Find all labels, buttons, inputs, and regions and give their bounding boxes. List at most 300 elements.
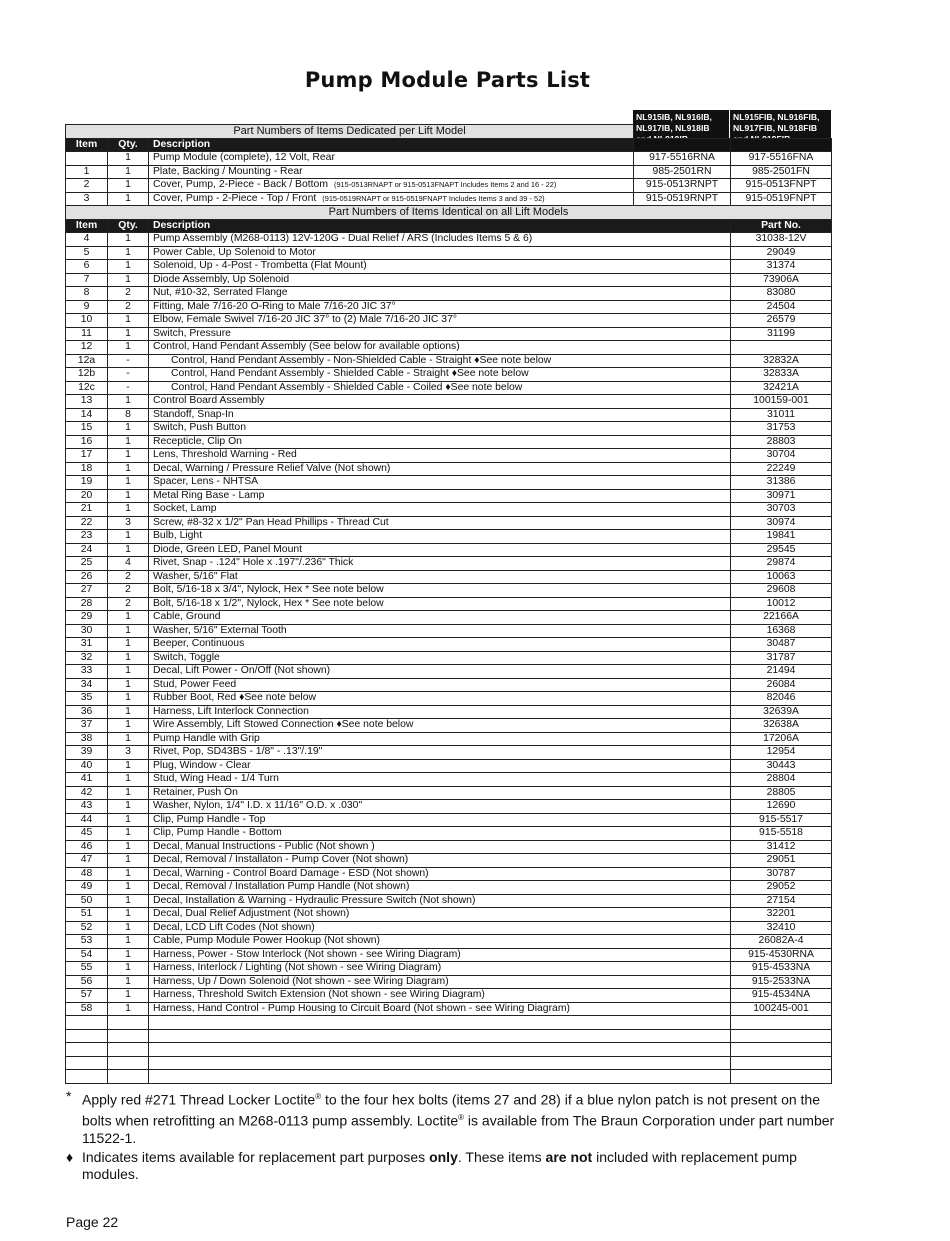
part-number: 12690 bbox=[731, 800, 832, 814]
table-row bbox=[66, 300, 832, 314]
item-qty: 1 bbox=[108, 719, 149, 733]
part-number: 32201 bbox=[731, 908, 832, 922]
table-row bbox=[66, 435, 832, 449]
item-number: 3 bbox=[66, 192, 108, 206]
item-qty: 1 bbox=[108, 705, 149, 719]
blank-cell bbox=[66, 1043, 108, 1057]
table-row bbox=[66, 692, 832, 706]
part-number: 30787 bbox=[731, 867, 832, 881]
item-description: Decal, Manual Instructions - Public (Not shown ) bbox=[149, 840, 731, 854]
item-description: Nut, #10-32, Serrated Flange bbox=[149, 287, 731, 301]
parts-table bbox=[65, 124, 832, 1084]
part-number: 29608 bbox=[731, 584, 832, 598]
item-qty: 1 bbox=[108, 314, 149, 328]
header-qty: Qty. bbox=[108, 138, 149, 152]
table-row bbox=[66, 948, 832, 962]
item-qty: 1 bbox=[108, 975, 149, 989]
item-description: Standoff, Snap-In bbox=[149, 408, 731, 422]
item-description: Cover, Pump, 2-Piece - Back / Bottom (915-0513RNAPT or 915-0513FNAPT Includes Items 2 and 16 - 22) bbox=[149, 179, 634, 193]
part-number: 32421A bbox=[731, 381, 832, 395]
table-row bbox=[66, 165, 832, 179]
blank-cell bbox=[149, 1070, 731, 1084]
blank-row bbox=[66, 1070, 832, 1084]
table-row bbox=[66, 813, 832, 827]
item-description: Washer, Nylon, 1/4" I.D. x 11/16" O.D. x .030" bbox=[149, 800, 731, 814]
part-number: 31787 bbox=[731, 651, 832, 665]
blank-cell bbox=[731, 1043, 832, 1057]
item-qty: 1 bbox=[108, 260, 149, 274]
item-qty: 1 bbox=[108, 894, 149, 908]
table-row bbox=[66, 881, 832, 895]
part-number bbox=[731, 341, 832, 355]
item-qty: 1 bbox=[108, 908, 149, 922]
item-number: 18 bbox=[66, 462, 108, 476]
item-qty: 2 bbox=[108, 570, 149, 584]
table-row bbox=[66, 584, 832, 598]
item-number: 28 bbox=[66, 597, 108, 611]
item-number: 35 bbox=[66, 692, 108, 706]
item-qty: 1 bbox=[108, 273, 149, 287]
item-number: 7 bbox=[66, 273, 108, 287]
part-number: 73906A bbox=[731, 273, 832, 287]
table-row bbox=[66, 800, 832, 814]
table-row bbox=[66, 381, 832, 395]
item-description: Power Cable, Up Solenoid to Motor bbox=[149, 246, 731, 260]
blank-cell bbox=[66, 1029, 108, 1043]
common-header-row bbox=[66, 219, 832, 233]
table-row bbox=[66, 665, 832, 679]
item-note: (915-0519RNAPT or 915-0519FNAPT Includes Items 3 and 39 - 52) bbox=[322, 193, 545, 203]
item-description: Stud, Wing Head - 1/4 Turn bbox=[149, 773, 731, 787]
item-number: 38 bbox=[66, 732, 108, 746]
blank-cell bbox=[66, 1016, 108, 1030]
item-qty: 1 bbox=[108, 476, 149, 490]
item-qty: 1 bbox=[108, 327, 149, 341]
part-number: 32832A bbox=[731, 354, 832, 368]
item-number: 56 bbox=[66, 975, 108, 989]
table-row bbox=[66, 192, 832, 206]
part-number-ib: 915-0519RNPT bbox=[634, 192, 731, 206]
dedicated-header-row bbox=[66, 138, 832, 152]
item-number: 2 bbox=[66, 179, 108, 193]
table-row bbox=[66, 854, 832, 868]
part-number: 31753 bbox=[731, 422, 832, 436]
table-row bbox=[66, 557, 832, 571]
item-number: 39 bbox=[66, 746, 108, 760]
blank-cell bbox=[108, 1043, 149, 1057]
item-qty: 1 bbox=[108, 881, 149, 895]
item-qty: 1 bbox=[108, 827, 149, 841]
item-description: Spacer, Lens - NHTSA bbox=[149, 476, 731, 490]
item-qty: 3 bbox=[108, 746, 149, 760]
table-row bbox=[66, 368, 832, 382]
part-number: 32410 bbox=[731, 921, 832, 935]
item-number: 33 bbox=[66, 665, 108, 679]
table-row bbox=[66, 786, 832, 800]
item-qty: 1 bbox=[108, 854, 149, 868]
table-row bbox=[66, 773, 832, 787]
item-description: Decal, Warning / Pressure Relief Valve (Not shown) bbox=[149, 462, 731, 476]
part-number: 29545 bbox=[731, 543, 832, 557]
table-row bbox=[66, 287, 832, 301]
item-description: Washer, 5/16" External Tooth bbox=[149, 624, 731, 638]
table-row bbox=[66, 422, 832, 436]
blank-row bbox=[66, 1056, 832, 1070]
table-row bbox=[66, 678, 832, 692]
item-description: Pump Handle with Grip bbox=[149, 732, 731, 746]
part-number: 31386 bbox=[731, 476, 832, 490]
item-description: Harness, Interlock / Lighting (Not shown - see Wiring Diagram) bbox=[149, 962, 731, 976]
item-description: Switch, Toggle bbox=[149, 651, 731, 665]
part-number-ib: 985-2501RN bbox=[634, 165, 731, 179]
part-number: 10063 bbox=[731, 570, 832, 584]
item-number: 8 bbox=[66, 287, 108, 301]
table-row bbox=[66, 449, 832, 463]
item-number: 49 bbox=[66, 881, 108, 895]
diamond-icon: ♦ bbox=[66, 1148, 74, 1165]
item-number: 23 bbox=[66, 530, 108, 544]
item-qty: - bbox=[108, 354, 149, 368]
table-row bbox=[66, 638, 832, 652]
item-qty: 2 bbox=[108, 287, 149, 301]
table-row bbox=[66, 503, 832, 517]
item-number: 5 bbox=[66, 246, 108, 260]
item-number: 48 bbox=[66, 867, 108, 881]
item-description: Decal, LCD Lift Codes (Not shown) bbox=[149, 921, 731, 935]
item-description: Screw, #8-32 x 1/2" Pan Head Phillips - Thread Cut bbox=[149, 516, 731, 530]
table-row bbox=[66, 975, 832, 989]
item-description: Beeper, Continuous bbox=[149, 638, 731, 652]
table-row bbox=[66, 233, 832, 247]
table-row bbox=[66, 516, 832, 530]
part-number: 17206A bbox=[731, 732, 832, 746]
blank-cell bbox=[731, 1070, 832, 1084]
item-description: Control Board Assembly bbox=[149, 395, 731, 409]
item-number: 42 bbox=[66, 786, 108, 800]
item-description: Cable, Ground bbox=[149, 611, 731, 625]
part-number: 29874 bbox=[731, 557, 832, 571]
item-number: 54 bbox=[66, 948, 108, 962]
item-number: 52 bbox=[66, 921, 108, 935]
item-description: Pump Module (complete), 12 Volt, Rear bbox=[149, 152, 634, 166]
part-number: 31412 bbox=[731, 840, 832, 854]
item-number: 21 bbox=[66, 503, 108, 517]
item-number: 30 bbox=[66, 624, 108, 638]
item-qty: 1 bbox=[108, 624, 149, 638]
item-description: Control, Hand Pendant Assembly (See below for available options) bbox=[149, 341, 731, 355]
item-qty: 2 bbox=[108, 300, 149, 314]
item-number: 17 bbox=[66, 449, 108, 463]
part-number: 915-4534NA bbox=[731, 989, 832, 1003]
item-number: 55 bbox=[66, 962, 108, 976]
item-number: 41 bbox=[66, 773, 108, 787]
table-row bbox=[66, 624, 832, 638]
table-row bbox=[66, 408, 832, 422]
table-row bbox=[66, 1002, 832, 1016]
part-number: 29052 bbox=[731, 881, 832, 895]
part-number: 27154 bbox=[731, 894, 832, 908]
item-description: Control, Hand Pendant Assembly - Shielded Cable - Coiled ♦See note below bbox=[149, 381, 731, 395]
table-row bbox=[66, 908, 832, 922]
part-number-fib: 917-5516FNA bbox=[731, 152, 832, 166]
item-description: Cover, Pump - 2-Piece - Top / Front (915-0519RNAPT or 915-0519FNAPT Includes Items 3 and 39 - 52) bbox=[149, 192, 634, 206]
table-row bbox=[66, 179, 832, 193]
item-description: Control, Hand Pendant Assembly - Non-Shielded Cable - Straight ♦See note below bbox=[149, 354, 731, 368]
table-row bbox=[66, 827, 832, 841]
item-number: 53 bbox=[66, 935, 108, 949]
item-number: 24 bbox=[66, 543, 108, 557]
part-number: 28804 bbox=[731, 773, 832, 787]
item-qty: 1 bbox=[108, 800, 149, 814]
item-qty: 1 bbox=[108, 732, 149, 746]
item-qty: 1 bbox=[108, 449, 149, 463]
item-description: Washer, 5/16" Flat bbox=[149, 570, 731, 584]
table-row bbox=[66, 246, 832, 260]
part-number: 82046 bbox=[731, 692, 832, 706]
item-description: Decal, Removal / Installation Pump Handle (Not shown) bbox=[149, 881, 731, 895]
part-number: 915-5518 bbox=[731, 827, 832, 841]
item-number: 51 bbox=[66, 908, 108, 922]
header-description: Description bbox=[149, 138, 634, 152]
item-description: Lens, Threshold Warning - Red bbox=[149, 449, 731, 463]
section-dedicated-row bbox=[66, 125, 832, 139]
item-description: Rubber Boot, Red ♦See note below bbox=[149, 692, 731, 706]
table-row bbox=[66, 719, 832, 733]
item-qty: 1 bbox=[108, 192, 149, 206]
item-description: Bolt, 5/16-18 x 1/2", Nylock, Hex * See note below bbox=[149, 597, 731, 611]
item-description: Harness, Up / Down Solenoid (Not shown - see Wiring Diagram) bbox=[149, 975, 731, 989]
item-number: 12a bbox=[66, 354, 108, 368]
item-description: Rivet, Snap - .124" Hole x .197"/.236" Thick bbox=[149, 557, 731, 571]
item-description: Bulb, Light bbox=[149, 530, 731, 544]
item-number: 12c bbox=[66, 381, 108, 395]
table-row bbox=[66, 354, 832, 368]
part-number: 30703 bbox=[731, 503, 832, 517]
item-qty: 1 bbox=[108, 638, 149, 652]
item-qty: 1 bbox=[108, 773, 149, 787]
item-number: 9 bbox=[66, 300, 108, 314]
item-number: 27 bbox=[66, 584, 108, 598]
item-qty: 1 bbox=[108, 1002, 149, 1016]
blank-cell bbox=[66, 1056, 108, 1070]
part-number: 26084 bbox=[731, 678, 832, 692]
item-qty: 1 bbox=[108, 246, 149, 260]
part-number: 915-4533NA bbox=[731, 962, 832, 976]
item-qty: 1 bbox=[108, 692, 149, 706]
item-description: Decal, Installation & Warning - Hydraulic Pressure Switch (Not shown) bbox=[149, 894, 731, 908]
table-row bbox=[66, 327, 832, 341]
model-header-fib: NL915FIB, NL916FIB, NL917FIB, NL918FIB bbox=[730, 110, 831, 150]
item-qty: 1 bbox=[108, 611, 149, 625]
part-number: 31199 bbox=[731, 327, 832, 341]
item-qty: 1 bbox=[108, 840, 149, 854]
item-description: Diode, Green LED, Panel Mount bbox=[149, 543, 731, 557]
blank-cell bbox=[731, 1056, 832, 1070]
item-number: 25 bbox=[66, 557, 108, 571]
item-description: Pump Assembly (M268-0113) 12V-120G - Dual Relief / ARS (Includes Items 5 & 6) bbox=[149, 233, 731, 247]
item-qty: 1 bbox=[108, 948, 149, 962]
item-number: 40 bbox=[66, 759, 108, 773]
item-number: 32 bbox=[66, 651, 108, 665]
item-qty: 1 bbox=[108, 530, 149, 544]
blank-cell bbox=[66, 1070, 108, 1084]
table-row bbox=[66, 489, 832, 503]
header-item: Item bbox=[66, 219, 108, 233]
header-qty: Qty. bbox=[108, 219, 149, 233]
item-description: Control, Hand Pendant Assembly - Shielded Cable - Straight ♦See note below bbox=[149, 368, 731, 382]
model-header-ib: NL915IB, NL916IB, NL917IB, NL918IB bbox=[633, 110, 729, 150]
item-number: 12b bbox=[66, 368, 108, 382]
part-number: 30974 bbox=[731, 516, 832, 530]
item-number: 31 bbox=[66, 638, 108, 652]
item-qty: 2 bbox=[108, 597, 149, 611]
item-number: 13 bbox=[66, 395, 108, 409]
item-description: Harness, Lift Interlock Connection bbox=[149, 705, 731, 719]
part-number: 31374 bbox=[731, 260, 832, 274]
part-number: 28803 bbox=[731, 435, 832, 449]
item-qty: 1 bbox=[108, 152, 149, 166]
item-qty: 2 bbox=[108, 584, 149, 598]
part-number: 26579 bbox=[731, 314, 832, 328]
item-qty: 1 bbox=[108, 651, 149, 665]
item-description: Plug, Window - Clear bbox=[149, 759, 731, 773]
table-row bbox=[66, 395, 832, 409]
part-number: 22166A bbox=[731, 611, 832, 625]
part-number-fib: 915-0513FNPT bbox=[731, 179, 832, 193]
part-number-fib: 915-0519FNPT bbox=[731, 192, 832, 206]
item-qty: 1 bbox=[108, 921, 149, 935]
item-description: Clip, Pump Handle - Top bbox=[149, 813, 731, 827]
table-row bbox=[66, 746, 832, 760]
part-number: 12954 bbox=[731, 746, 832, 760]
part-number: 30704 bbox=[731, 449, 832, 463]
item-description: Bolt, 5/16-18 x 3/4", Nylock, Hex * See note below bbox=[149, 584, 731, 598]
part-number-fib: 985-2501FN bbox=[731, 165, 832, 179]
item-description: Clip, Pump Handle - Bottom bbox=[149, 827, 731, 841]
item-description: Switch, Pressure bbox=[149, 327, 731, 341]
part-number: 31011 bbox=[731, 408, 832, 422]
part-number: 10012 bbox=[731, 597, 832, 611]
item-description: Diode Assembly, Up Solenoid bbox=[149, 273, 731, 287]
table-row bbox=[66, 759, 832, 773]
table-row bbox=[66, 962, 832, 976]
header-item: Item bbox=[66, 138, 108, 152]
table-row bbox=[66, 260, 832, 274]
item-description: Harness, Threshold Switch Extension (Not shown - see Wiring Diagram) bbox=[149, 989, 731, 1003]
header-part-no: Part No. bbox=[731, 219, 832, 233]
part-number: 21494 bbox=[731, 665, 832, 679]
item-description: Wire Assembly, Lift Stowed Connection ♦See note below bbox=[149, 719, 731, 733]
item-qty: 1 bbox=[108, 678, 149, 692]
part-number: 32833A bbox=[731, 368, 832, 382]
part-number: 915-4530RNA bbox=[731, 948, 832, 962]
part-number: 28805 bbox=[731, 786, 832, 800]
part-number: 915-5517 bbox=[731, 813, 832, 827]
item-qty: 1 bbox=[108, 813, 149, 827]
table-row bbox=[66, 867, 832, 881]
blank-cell bbox=[108, 1056, 149, 1070]
item-number: 20 bbox=[66, 489, 108, 503]
item-number: 22 bbox=[66, 516, 108, 530]
item-description: Plate, Backing / Mounting - Rear bbox=[149, 165, 634, 179]
table-row bbox=[66, 314, 832, 328]
item-qty: 1 bbox=[108, 395, 149, 409]
table-row bbox=[66, 935, 832, 949]
page-number: Page 22 bbox=[66, 1214, 119, 1230]
item-number: 58 bbox=[66, 1002, 108, 1016]
blank-row bbox=[66, 1029, 832, 1043]
part-number: 30971 bbox=[731, 489, 832, 503]
item-qty: 1 bbox=[108, 543, 149, 557]
item-number: 26 bbox=[66, 570, 108, 584]
item-description: Decal, Removal / Installaton - Pump Cover (Not shown) bbox=[149, 854, 731, 868]
item-number: 46 bbox=[66, 840, 108, 854]
item-description: Metal Ring Base - Lamp bbox=[149, 489, 731, 503]
part-number: 24504 bbox=[731, 300, 832, 314]
item-number: 1 bbox=[66, 165, 108, 179]
table-row bbox=[66, 530, 832, 544]
item-description: Harness, Hand Control - Pump Housing to Circuit Board (Not shown - see Wiring Diagram) bbox=[149, 1002, 731, 1016]
item-number: 14 bbox=[66, 408, 108, 422]
item-qty: 1 bbox=[108, 435, 149, 449]
item-description: Recepticle, Clip On bbox=[149, 435, 731, 449]
item-number: 50 bbox=[66, 894, 108, 908]
item-description: Socket, Lamp bbox=[149, 503, 731, 517]
blank-cell bbox=[108, 1029, 149, 1043]
part-number: 100245-001 bbox=[731, 1002, 832, 1016]
item-qty: - bbox=[108, 381, 149, 395]
blank-cell bbox=[149, 1016, 731, 1030]
blank-cell bbox=[149, 1043, 731, 1057]
blank-cell bbox=[731, 1016, 832, 1030]
part-number: 915-2533NA bbox=[731, 975, 832, 989]
item-description: Switch, Push Button bbox=[149, 422, 731, 436]
item-number: 37 bbox=[66, 719, 108, 733]
part-number: 22249 bbox=[731, 462, 832, 476]
blank-cell bbox=[149, 1029, 731, 1043]
blank-cell bbox=[108, 1016, 149, 1030]
table-row bbox=[66, 476, 832, 490]
item-description: Retainer, Push On bbox=[149, 786, 731, 800]
note-replacement: ♦ Indicates items available for replacement part purposes only. These items are not included with replacement pump modules. bbox=[66, 1148, 797, 1183]
item-number bbox=[66, 152, 108, 166]
parts-table-body bbox=[66, 125, 832, 1084]
part-number: 30443 bbox=[731, 759, 832, 773]
item-number: 4 bbox=[66, 233, 108, 247]
item-qty: 1 bbox=[108, 989, 149, 1003]
blank-cell bbox=[731, 1029, 832, 1043]
item-number: 34 bbox=[66, 678, 108, 692]
item-qty: 1 bbox=[108, 962, 149, 976]
item-description: Elbow, Female Swivel 7/16-20 JIC 37° to (2) Male 7/16-20 JIC 37° bbox=[149, 314, 731, 328]
item-number: 15 bbox=[66, 422, 108, 436]
table-row bbox=[66, 840, 832, 854]
item-qty: 3 bbox=[108, 516, 149, 530]
item-description: Cable, Pump Module Power Hookup (Not shown) bbox=[149, 935, 731, 949]
item-number: 19 bbox=[66, 476, 108, 490]
table-row bbox=[66, 462, 832, 476]
part-number: 29051 bbox=[731, 854, 832, 868]
item-note: (915-0513RNAPT or 915-0513FNAPT Includes Items 2 and 16 - 22) bbox=[333, 180, 557, 190]
table-row bbox=[66, 543, 832, 557]
item-number: 36 bbox=[66, 705, 108, 719]
item-number: 57 bbox=[66, 989, 108, 1003]
part-number: 32639A bbox=[731, 705, 832, 719]
part-number: 32638A bbox=[731, 719, 832, 733]
item-number: 45 bbox=[66, 827, 108, 841]
item-number: 11 bbox=[66, 327, 108, 341]
item-qty: 1 bbox=[108, 422, 149, 436]
